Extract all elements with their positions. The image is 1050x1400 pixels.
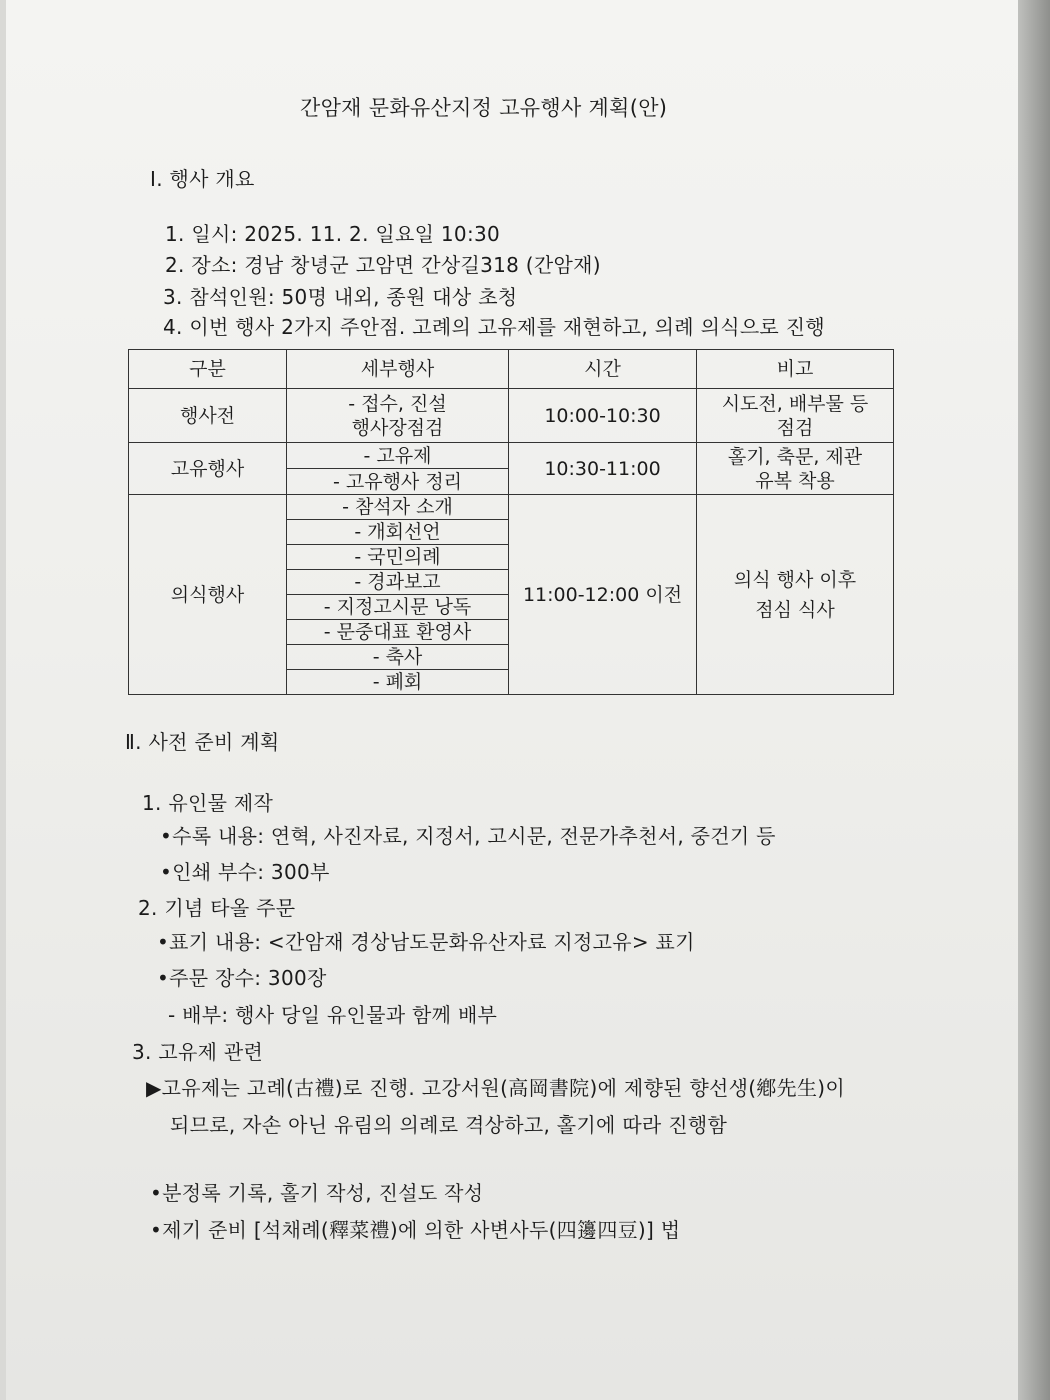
schedule-table — [128, 349, 894, 695]
note-line: 점심 식사 — [755, 598, 835, 621]
category-cell: 의식행사 — [129, 495, 287, 695]
detail-cell: - 고유행사 정리 — [287, 469, 509, 495]
detail-cell: - 개회선언 — [287, 520, 509, 545]
overview-item-focus: 4. 이번 행사 2가지 주안점. 고례의 고유제를 재현하고, 의례 의식으로 진행 — [163, 315, 825, 339]
table-row — [129, 389, 894, 443]
section1-heading: Ⅰ. 행사 개요 — [150, 167, 255, 191]
paper-edge — [1018, 0, 1050, 1400]
prep3-bullet: •분정록 기록, 홀기 작성, 진설도 작성 — [150, 1181, 484, 1205]
document-title: 간암재 문화유산지정 고유행사 계획(안) — [300, 96, 668, 120]
detail-line: - 접수, 진설 — [348, 392, 447, 415]
note-cell — [697, 443, 894, 495]
table-row — [129, 495, 894, 520]
detail-cell: - 축사 — [287, 645, 509, 670]
note-line: 의식 행사 이후 — [733, 568, 857, 591]
prep2-heading: 2. 기념 타올 주문 — [138, 896, 296, 920]
category-cell: 행사전 — [129, 389, 287, 443]
section2-heading: Ⅱ. 사전 준비 계획 — [125, 730, 280, 754]
prep3-heading: 3. 고유제 관련 — [132, 1040, 264, 1064]
prep1-heading: 1. 유인물 제작 — [142, 791, 274, 815]
detail-cell: - 지정고시문 낭독 — [287, 595, 509, 620]
overview-item-place: 2. 장소: 경남 창녕군 고암면 간상길318 (간암재) — [165, 253, 601, 277]
prep1-line: •인쇄 부수: 300부 — [160, 860, 330, 884]
note-line: 점검 — [776, 416, 814, 439]
note-line: 홀기, 축문, 제관 — [727, 445, 863, 468]
detail-cell: - 국민의례 — [287, 545, 509, 570]
header-category: 구분 — [129, 350, 287, 389]
header-detail: 세부행사 — [287, 350, 509, 389]
detail-cell — [287, 389, 509, 443]
time-cell: 11:00-12:00 이전 — [509, 495, 697, 695]
note-cell — [697, 495, 894, 695]
overview-item-attendees: 3. 참석인원: 50명 내외, 종원 대상 초청 — [163, 285, 518, 309]
detail-cell: - 고유제 — [287, 443, 509, 469]
prep3-bullet: •제기 준비 [석채례(釋菜禮)에 의한 사변사두(四籩四豆)] 법 — [150, 1218, 681, 1242]
prep3-paragraph-line: 되므로, 자손 아닌 유림의 의례로 격상하고, 홀기에 따라 진행함 — [170, 1113, 728, 1137]
note-line: 유복 착용 — [755, 469, 835, 492]
overview-item-date: 1. 일시: 2025. 11. 2. 일요일 10:30 — [165, 222, 501, 246]
detail-cell: - 문중대표 환영사 — [287, 620, 509, 645]
note-cell — [697, 389, 894, 443]
table-header-row — [129, 350, 894, 389]
prep1-line: •수록 내용: 연혁, 사진자료, 지정서, 고시문, 전문가추천서, 중건기 등 — [160, 824, 776, 848]
time-cell: 10:30-11:00 — [509, 443, 697, 495]
prep2-line: - 배부: 행사 당일 유인물과 함께 배부 — [168, 1003, 498, 1027]
time-cell: 10:00-10:30 — [509, 389, 697, 443]
category-cell: 고유행사 — [129, 443, 287, 495]
prep2-line: •표기 내용: <간암재 경상남도문화유산자료 지정고유> 표기 — [157, 930, 695, 954]
detail-cell: - 폐회 — [287, 670, 509, 695]
header-time: 시간 — [509, 350, 697, 389]
header-note: 비고 — [697, 350, 894, 389]
prep2-line: •주문 장수: 300장 — [157, 966, 327, 990]
detail-line: 행사장점검 — [351, 416, 444, 439]
note-line: 시도전, 배부물 등 — [721, 392, 869, 415]
detail-cell: - 경과보고 — [287, 570, 509, 595]
detail-cell: - 참석자 소개 — [287, 495, 509, 520]
prep3-paragraph-line: ▶고유제는 고례(古禮)로 진행. 고강서원(高岡書院)에 제향된 향선생(鄕先生)이 — [146, 1076, 845, 1100]
table-row — [129, 443, 894, 469]
